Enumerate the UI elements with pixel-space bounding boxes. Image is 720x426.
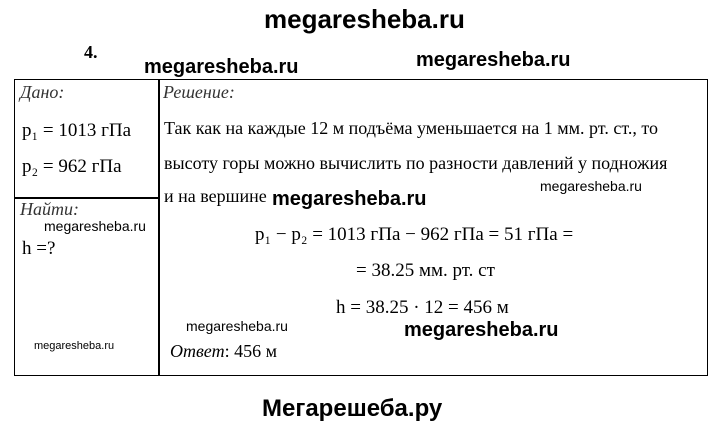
watermark-5: megaresheba.ru [272,188,427,210]
watermark-6: megaresheba.ru [540,178,642,194]
table-divider-vertical [158,79,160,376]
given-p2: p₂ = 962 гПа [22,156,122,177]
equation-1: p₁ − p₂ = 1013 гПа − 962 гПа = 51 гПа = [255,224,574,245]
equation-3: h = 38.25 · 12 = 456 м [336,297,509,318]
answer-label: Ответ [170,341,225,361]
solution-line-1: Так как на каждые 12 м подъёма уменьшается на 1 мм. рт. ст., то [164,118,658,138]
watermark-8: megaresheba.ru [404,319,559,341]
solution-line-2: высоту горы можно вычислить по разности давлений у подножия [164,153,668,173]
watermark-7: megaresheba.ru [186,318,288,334]
watermark-1: megaresheba.ru [144,56,299,78]
watermark-3: megaresheba.ru [44,218,146,234]
watermark-bottom: Мегарешеба.ру [262,395,443,422]
watermark-2: megaresheba.ru [416,49,571,71]
watermark-top: megaresheba.ru [264,4,465,34]
answer [170,341,277,362]
find-label: Найти: [20,199,79,219]
find-h: h =? [22,238,56,259]
solution-label: Решение: [163,82,235,102]
watermark-4: megaresheba.ru [34,340,115,352]
given-label: Дано: [20,82,65,102]
given-p1: p₁ = 1013 гПа [22,120,132,141]
answer-value: : 456 м [224,341,277,361]
solution-line-3: и на вершине [164,186,267,206]
problem-number: 4. [84,42,98,62]
equation-2: = 38.25 мм. рт. ст [356,260,495,281]
